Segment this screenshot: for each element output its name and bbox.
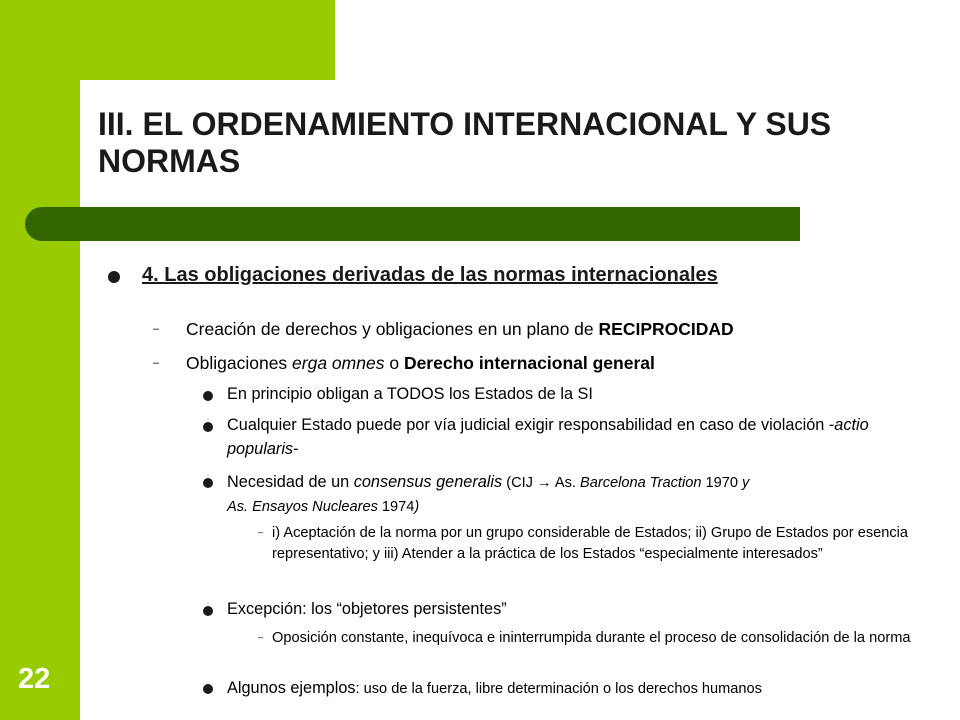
item2-prefix: Obligaciones <box>186 353 293 373</box>
dash-marker: – <box>258 527 264 537</box>
sub3-as2: As. <box>227 499 253 515</box>
sub5-prefix: Algunos ejemplos <box>227 679 356 697</box>
item2-middle: o <box>384 353 404 373</box>
sub3-year1: 1970 <box>701 475 743 491</box>
sub3-close: ) <box>414 499 420 515</box>
arrow-icon: → <box>537 475 552 491</box>
bullet-dot <box>203 391 213 401</box>
bullet-dot <box>108 271 120 283</box>
case-barcelona: Barcelona Traction <box>580 475 702 491</box>
item1-text: Creación de derechos y obligaciones en un plano de <box>186 319 599 339</box>
title-underline-bar <box>25 207 800 241</box>
sub3-prefix: Necesidad de un <box>227 473 354 491</box>
left-green-sidebar <box>0 0 80 720</box>
sub2-prefix: Cualquier Estado puede por vía judicial exigir responsabilidad en caso de violación - <box>227 416 835 434</box>
sub3-year2: 1974 <box>377 499 415 515</box>
dash-marker: – <box>258 632 264 642</box>
heading-text: 4. Las obligaciones derivadas de las normas internacionales <box>142 264 718 286</box>
sub3-y: y <box>742 475 750 491</box>
sub3-open: (CIJ <box>502 475 538 491</box>
sub4-text: Excepción: los “objetores persistentes” <box>227 600 507 618</box>
bullet-dot <box>203 422 213 432</box>
bullet-dot <box>203 478 213 488</box>
item2-bold: Derecho internacional general <box>403 353 655 373</box>
case-ensayos: Ensayos Nucleares <box>252 499 378 515</box>
slide-number: 22 <box>18 663 51 695</box>
sub2-suffix: - <box>293 440 299 458</box>
item1-bold: RECIPROCIDAD <box>598 319 734 339</box>
sub1-text: En principio obligan a TODOS los Estados de la SI <box>227 385 593 403</box>
sub3-detail-text: i) Aceptación de la norma por un grupo considerable de Estados; ii) Grupo de Estados por esencia representativo; y iii) Atender a la práctica de los Estados “especialmente interesados” <box>272 525 909 562</box>
bullet-dot <box>203 684 213 694</box>
bullet-dot <box>203 606 213 616</box>
slide-title: III. EL ORDENAMIENTO INTERNACIONAL Y SUS NORMAS <box>98 106 832 179</box>
sub5-rest: : uso de la fuerza, libre determinación o los derechos humanos <box>355 681 762 697</box>
dash-marker: – <box>153 323 160 335</box>
sub3-italic: consensus generalis <box>353 473 503 491</box>
sub2-italic: actio popularis <box>227 416 869 458</box>
sub4-detail-text: Oposición constante, inequívoca e ininterrumpida durante el proceso de consolidación de la norma <box>272 630 911 646</box>
sub3-as1: As. <box>551 475 581 491</box>
item2-italic: erga omnes <box>292 353 385 373</box>
dash-marker: – <box>153 357 160 369</box>
